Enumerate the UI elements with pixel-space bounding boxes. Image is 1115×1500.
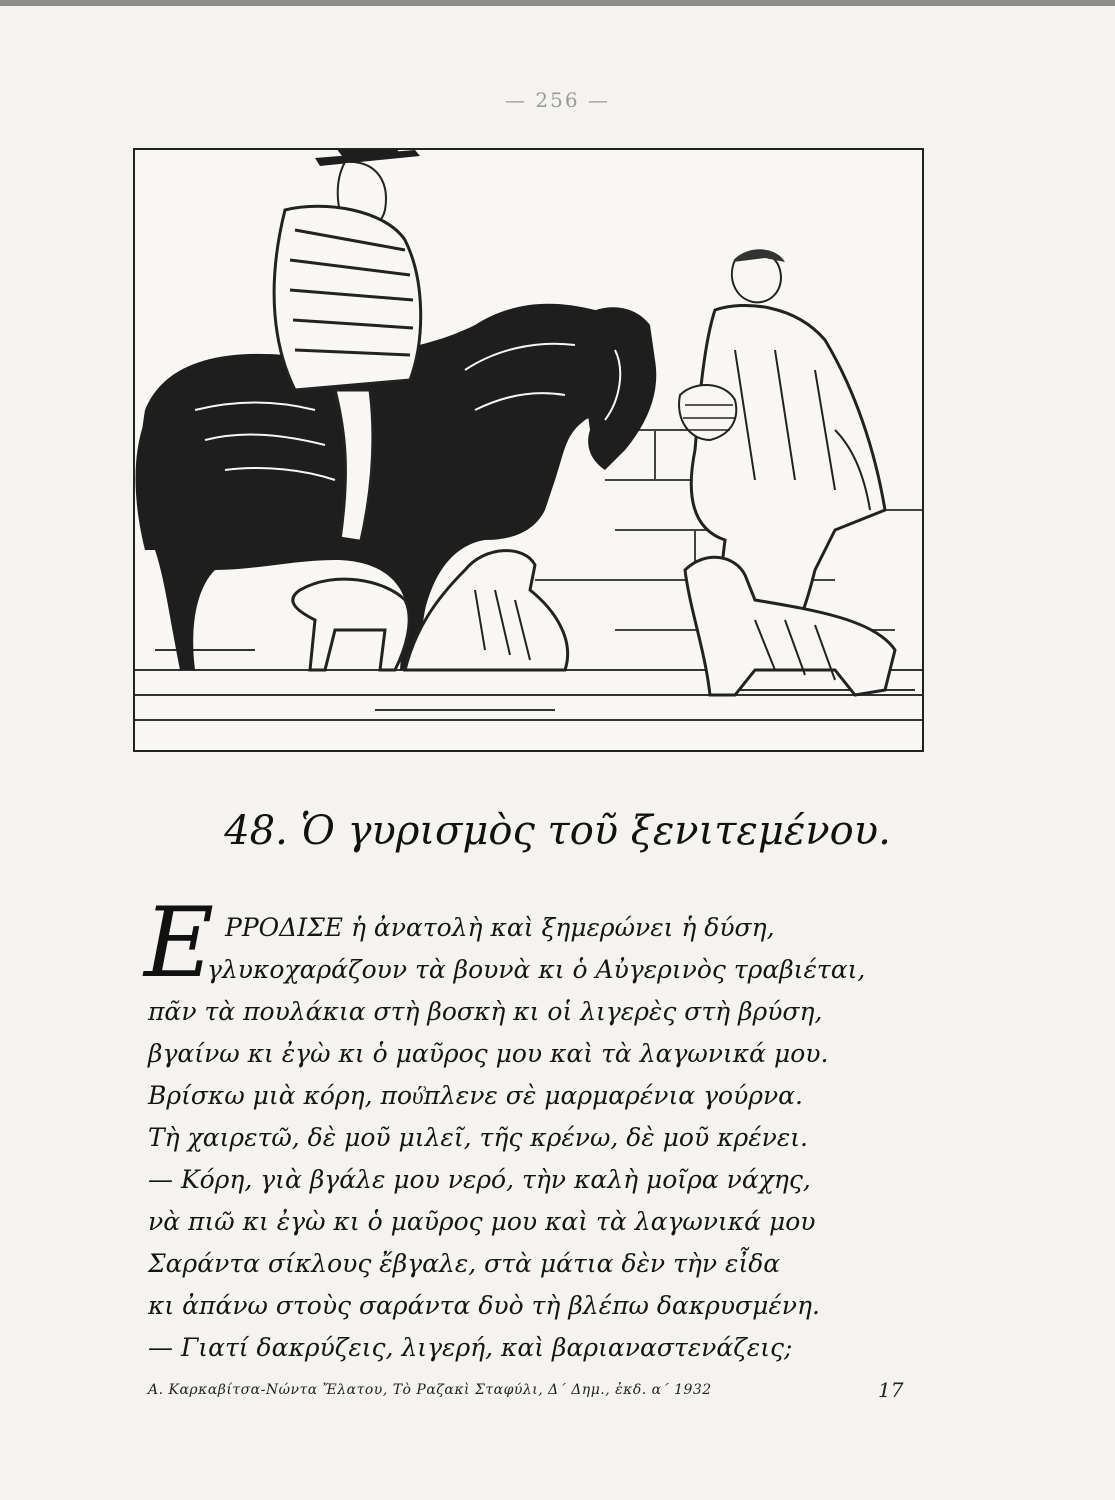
faded-page-number: — 256 — (505, 88, 610, 112)
verse-line-5: Βρίσκω μιὰ κόρη, πού͗πλενε σὲ μαρμαρένια γούρνα. (148, 1081, 804, 1110)
verse-line-7: — Κόρη, γιὰ βγάλε μου νερό, τὴν καλὴ μοῖρα νάχης, (148, 1165, 811, 1194)
illustration (133, 148, 924, 752)
verse-line-11: — Γιατί δακρύζεις, λιγερή, καὶ βαριαναστενάζεις; (148, 1333, 793, 1362)
verse-line-3: πᾶν τὰ πουλάκια στὴ βοσκὴ κι οἱ λιγερὲς στὴ βρύση, (148, 997, 823, 1026)
footer-page-number: 17 (878, 1378, 904, 1402)
footer-citation: Α. Καρκαβίτσα-Νώντα Ἔλατου, Τὸ Ραζακὶ Σταφύλι, Δ΄ Δημ., ἐκδ. α΄ 1932 (148, 1382, 712, 1398)
poem-title: 48. Ὁ γυρισμὸς τοῦ ξενιτεμένου. (224, 808, 891, 854)
verse-line-4: βγαίνω κι ἐγὼ κι ὁ μαῦρος μου καὶ τὰ λαγωνικά μου. (148, 1039, 829, 1068)
verse-line-1: ΡΡΟΔΙΣΕ ἡ ἀνατολὴ καὶ ξημερώνει ἡ δύση, (225, 913, 775, 942)
scan-edge (0, 0, 1115, 6)
verse-line-8: νὰ πιῶ κι ἐγὼ κι ὁ μαῦρος μου καὶ τὰ λαγωνικά μου (148, 1207, 816, 1236)
verse-line-6: Τὴ χαιρετῶ, δὲ μοῦ μιλεῖ, τῆς κρένω, δὲ μοῦ κρένει. (148, 1123, 808, 1152)
verse-line-9: Σαράντα σίκλους ἔβγαλε, στὰ μάτια δὲν τὴν εἶδα (148, 1249, 781, 1278)
verse-line-10: κι ἀπάνω στοὺς σαράντα δυὸ τὴ βλέπω δακρυσμένη. (148, 1291, 820, 1320)
verse-line-2: γλυκοχαράζουν τὰ βουνὰ κι ὁ Αὐγερινὸς τραβιέται, (207, 955, 866, 984)
drop-cap: Ε (144, 887, 215, 999)
woodcut-illustration (135, 150, 922, 750)
